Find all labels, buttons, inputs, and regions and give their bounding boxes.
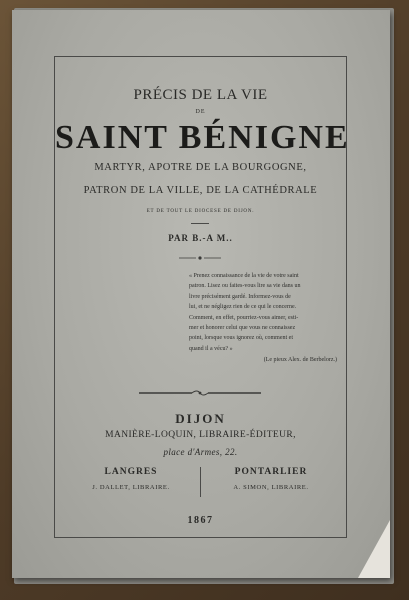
imprint-city: DIJON: [175, 411, 226, 426]
right-imprint-column: [205, 467, 337, 491]
title-precis: PRÉCIS DE LA VIE: [133, 87, 268, 103]
book-cover: [12, 10, 390, 578]
right-seller: A. SIMON, LIBRAIRE.: [233, 484, 309, 491]
publisher-address: place d'Armes, 22.: [163, 447, 238, 457]
subtitle-diocese: ET DE TOUT LE DIOCESE DE DIJON.: [146, 209, 255, 214]
title-de: DE: [195, 109, 206, 115]
quote-line: Comment, en effet, pourriez-vous aimer, esti-: [189, 314, 299, 321]
publication-year: 1867: [187, 515, 214, 526]
quote-line: mer et honorer celui que vous ne connaissez: [189, 325, 296, 332]
imprint-divider: [200, 467, 201, 497]
torn-corner: [358, 520, 390, 578]
quote-line: patron. Lisez ou faites-vous lire sa vie dans un: [189, 283, 301, 290]
right-city: PONTARLIER: [234, 467, 308, 477]
cover-border-frame: [54, 56, 350, 538]
quote-line: lui, et ne négligez rien de ce qui le concerne.: [189, 304, 297, 311]
subtitle-martyr: MARTYR, APOTRE DE LA BOURGOGNE,: [94, 162, 307, 173]
main-title: SAINT BÉNIGNE: [55, 119, 350, 156]
small-ornament: [175, 255, 225, 261]
quote-attribution: (Le pieux Alex. de Berbelorz.): [263, 357, 337, 364]
short-rule: [191, 223, 209, 224]
epigraph-quote: [189, 271, 337, 366]
left-imprint-column: [65, 467, 197, 491]
publisher-line: MANIÈRE-LOQUIN, LIBRAIRE-ÉDITEUR,: [105, 430, 296, 440]
quote-line: point, lorsque vous ignorez où, comment et: [189, 335, 293, 342]
quote-line: quand il a vécu? »: [189, 345, 233, 352]
author-line: PAR B.-A M..: [168, 233, 233, 243]
left-city: LANGRES: [104, 467, 158, 477]
left-seller: J. DALLET, LIBRAIRE.: [92, 484, 170, 491]
subtitle-patron: PATRON DE LA VILLE, DE LA CATHÉDRALE: [83, 185, 318, 196]
quote-line: « Prenez connaissance de la vie de votre saint: [189, 273, 299, 279]
decorative-rule-ornament: [137, 389, 263, 397]
quote-line: livre précisément gardé. Informez-vous de: [189, 293, 291, 300]
